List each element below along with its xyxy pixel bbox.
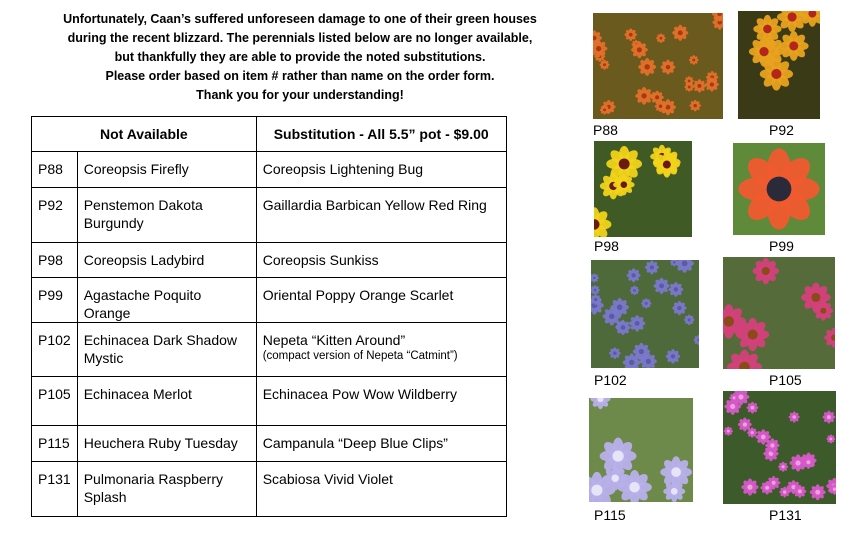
substitution-name: Coreopsis Sunkiss	[256, 243, 506, 278]
photo-p98	[594, 141, 692, 237]
substitution-name: Coreopsis Lightening Bug	[256, 152, 506, 188]
unavailable-name: Agastache Poquito Orange	[77, 278, 256, 323]
photo-p102	[591, 260, 699, 368]
substitution-note: (compact version of Nepeta “Catmint”)	[262, 350, 458, 362]
flower-photo	[723, 257, 835, 369]
table-row	[32, 377, 507, 426]
photo-label: P131	[769, 507, 802, 523]
substitution-name: Nepeta “Kitten Around”	[262, 332, 406, 348]
photo-label: P92	[769, 122, 794, 138]
substitution-table	[31, 116, 507, 517]
item-number: P115	[32, 426, 78, 462]
flower-photo	[723, 391, 836, 504]
item-number: P99	[32, 278, 78, 323]
substitution-name: Echinacea Pow Wow Wildberry	[256, 377, 506, 426]
photo-label: P105	[769, 372, 802, 388]
flower-photo	[593, 13, 723, 119]
table-row	[32, 462, 507, 517]
photo-label: P102	[594, 372, 627, 388]
table-row	[32, 278, 507, 323]
item-number: P98	[32, 243, 78, 278]
flower-photo	[738, 11, 820, 119]
photo-p99	[733, 143, 825, 235]
notice-line: during the recent blizzard. The perennials listed below are no longer available,	[67, 31, 533, 45]
item-number: P92	[32, 188, 78, 243]
photo-label: P99	[769, 238, 794, 254]
substitution-name: Scabiosa Vivid Violet	[256, 462, 506, 517]
unavailable-name: Echinacea Merlot	[77, 377, 256, 426]
substitution-name: Oriental Poppy Orange Scarlet	[256, 278, 506, 323]
header-not-available: Not Available	[32, 117, 257, 152]
photo-p131	[723, 391, 836, 504]
header-substitution: Substitution - All 5.5” pot - $9.00	[256, 117, 506, 152]
notice-line: but thankfully they are able to provide the noted substitutions.	[114, 50, 486, 64]
flower-photo	[589, 398, 693, 502]
photo-p88	[593, 13, 723, 119]
substitution-name: Gaillardia Barbican Yellow Red Ring	[256, 188, 506, 243]
substitution-cell	[256, 323, 506, 377]
table-row	[32, 243, 507, 278]
flower-photo	[594, 141, 692, 237]
photo-p115	[589, 398, 693, 502]
table-row	[32, 152, 507, 188]
unavailable-name: Heuchera Ruby Tuesday	[77, 426, 256, 462]
item-number: P102	[32, 323, 78, 377]
substitution-name: Campanula “Deep Blue Clips”	[256, 426, 506, 462]
item-number: P88	[32, 152, 78, 188]
table-row	[32, 426, 507, 462]
item-number: P105	[32, 377, 78, 426]
photo-label: P115	[594, 507, 626, 523]
photo-p92	[738, 11, 820, 119]
table-header-row	[32, 117, 507, 152]
item-number: P131	[32, 462, 78, 517]
unavailable-name: Echinacea Dark Shadow Mystic	[77, 323, 256, 377]
notice-line: Thank you for your understanding!	[196, 88, 404, 102]
table-row	[32, 188, 507, 243]
table-row	[32, 323, 507, 377]
unavailable-name: Coreopsis Firefly	[77, 152, 256, 188]
substitution-notice	[20, 10, 580, 105]
photo-p105	[723, 257, 835, 369]
flower-photo	[591, 260, 699, 368]
unavailable-name: Pulmonaria Raspberry Splash	[77, 462, 256, 517]
photo-label: P98	[594, 238, 619, 254]
unavailable-name: Penstemon Dakota Burgundy	[77, 188, 256, 243]
notice-line: Unfortunately, Caan’s suffered unforeseen damage to one of their green houses	[63, 12, 537, 26]
flower-photo	[733, 143, 825, 235]
photo-label: P88	[593, 122, 618, 138]
unavailable-name: Coreopsis Ladybird	[77, 243, 256, 278]
notice-line: Please order based on item # rather than name on the order form.	[105, 69, 495, 83]
